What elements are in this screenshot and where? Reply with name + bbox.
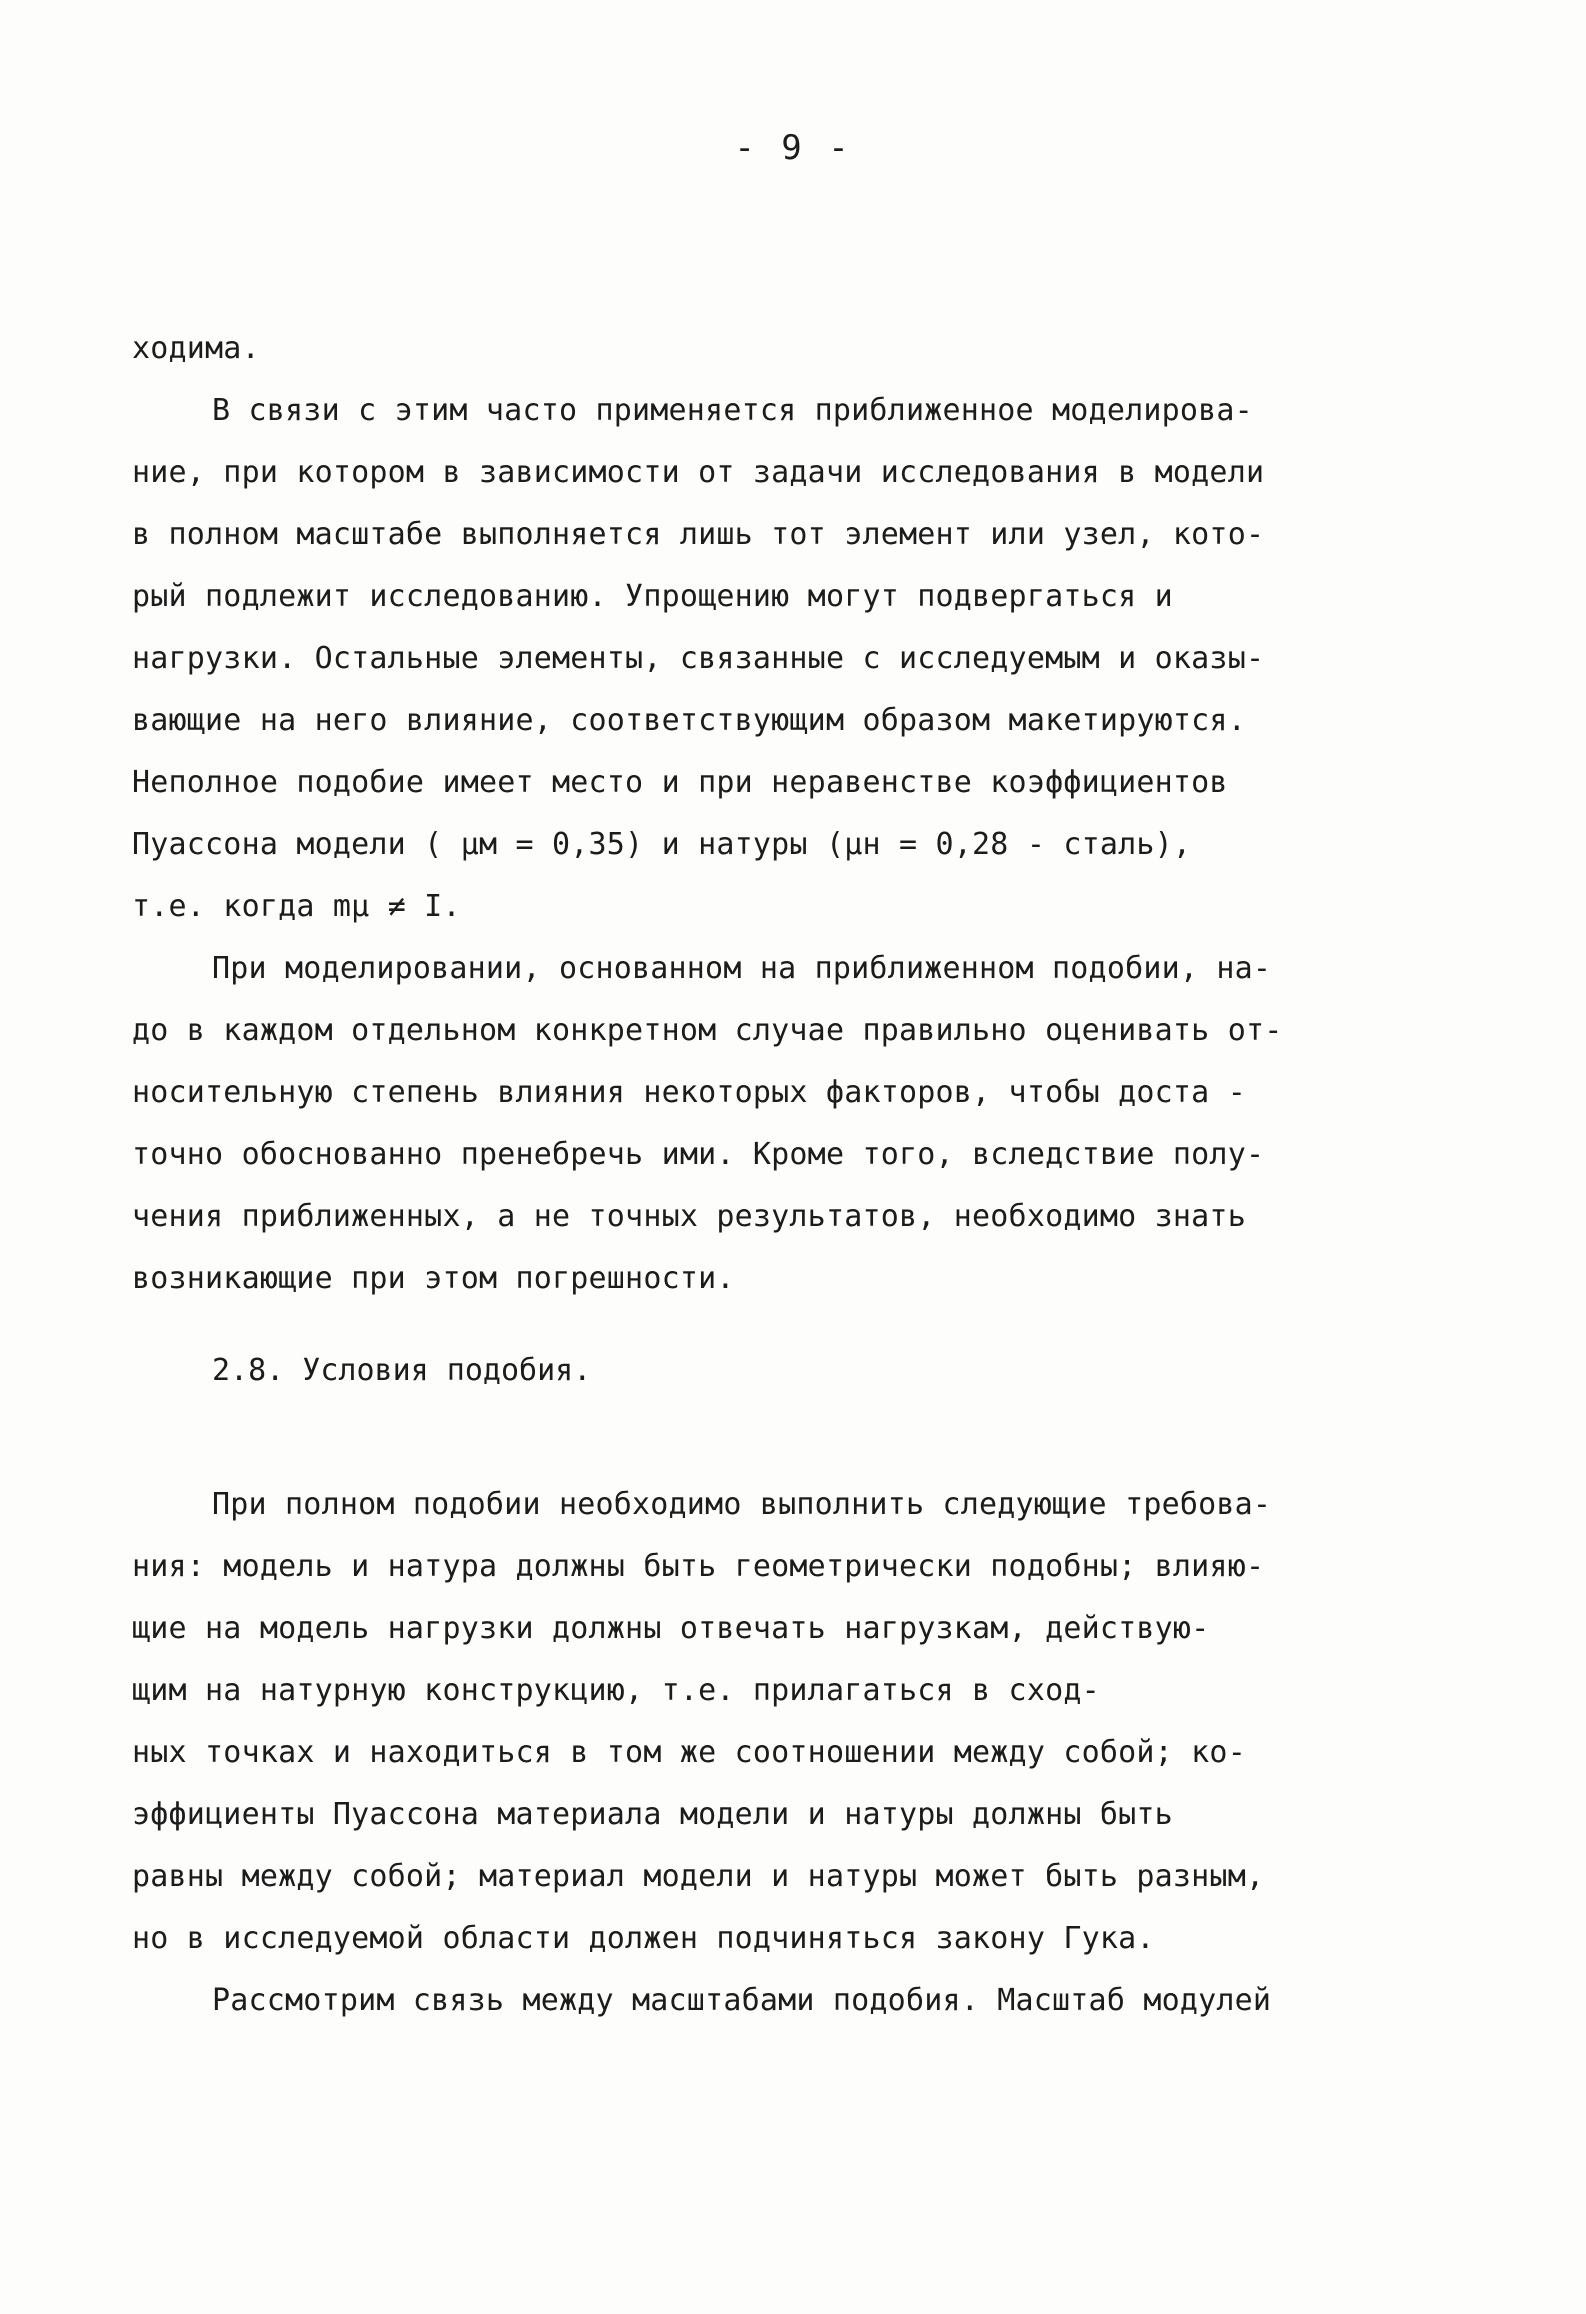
- text-line: ходима.: [132, 331, 260, 366]
- text-line: При моделировании, основанном на приближенном подобии, на-: [212, 951, 1272, 986]
- text-line: В связи с этим часто применяется приближенное моделирова-: [212, 393, 1253, 428]
- text-line: щим на натурную конструкцию, т.е. прилагаться в сход-: [132, 1673, 1100, 1708]
- text-line: возникающие при этом погрешности.: [132, 1261, 735, 1296]
- text-line: Рассмотрим связь между масштабами подобия. Масштаб модулей: [212, 1983, 1272, 2018]
- text-line: но в исследуемой области должен подчиняться закону Гука.: [132, 1921, 1155, 1956]
- text-line: эффициенты Пуассона материала модели и натуры должны быть: [132, 1797, 1173, 1832]
- text-line: т.е. когда mμ ≠ I.: [132, 889, 461, 924]
- text-line: При полном подобии необходимо выполнить следующие требова-: [212, 1487, 1272, 1522]
- text-line: до в каждом отдельном конкретном случае правильно оценивать от-: [132, 1013, 1283, 1048]
- text-line: точно обоснованно пренебречь ими. Кроме того, вследствие полу-: [132, 1137, 1265, 1172]
- text-line: ние, при котором в зависимости от задачи исследования в модели: [132, 455, 1265, 490]
- text-line: Пуассона модели ( μм = 0,35) и натуры (μн = 0,28 - сталь),: [132, 827, 1192, 862]
- text-line: вающие на него влияние, соответствующим образом макетируются.: [132, 703, 1246, 738]
- paragraph-block-1: [132, 318, 1322, 1310]
- text-line: ния: модель и натура должны быть геометрически подобны; влияю-: [132, 1549, 1265, 1584]
- text-line: ных точках и находиться в том же соотношении между собой; ко-: [132, 1735, 1246, 1770]
- page-number: - 9 -: [734, 128, 852, 168]
- text-line: чения приближенных, а не точных результатов, необходимо знать: [132, 1199, 1246, 1234]
- text-line: рый подлежит исследованию. Упрощению могут подвергаться и: [132, 579, 1173, 614]
- text-line: в полном масштабе выполняется лишь тот элемент или узел, кото-: [132, 517, 1265, 552]
- text-line: Неполное подобие имеет место и при неравенстве коэффициентов: [132, 765, 1228, 800]
- text-line: носительную степень влияния некоторых факторов, чтобы доста -: [132, 1075, 1246, 1110]
- paragraph-block-2: [132, 1474, 1322, 2032]
- text-line: равны между собой; материал модели и натуры может быть разным,: [132, 1859, 1265, 1894]
- text-line: нагрузки. Остальные элементы, связанные с исследуемым и оказы-: [132, 641, 1265, 676]
- text-line: щие на модель нагрузки должны отвечать нагрузкам, действую-: [132, 1611, 1210, 1646]
- section-heading: 2.8. Условия подобия.: [212, 1353, 592, 1388]
